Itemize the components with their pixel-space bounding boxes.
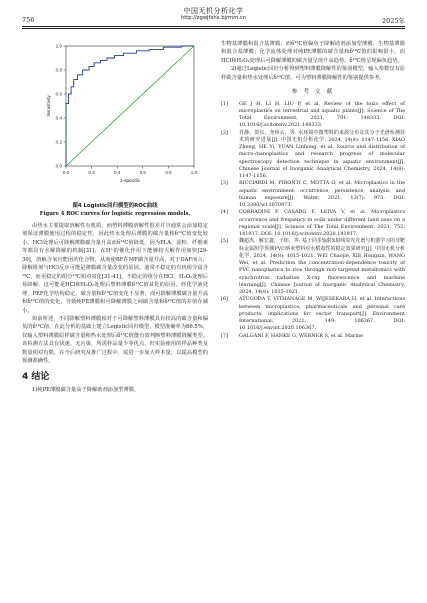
right-column [221, 40, 405, 340]
body-paragraph: 2)通过Logistic回归分析得到塑料薄膜降解性的鉴别模型，输入参数仅有原样碳含量和热水处理后δ¹³C值，可为塑料薄膜降解性的鉴别提供参考。 [221, 66, 405, 81]
reference-number: [3] [221, 180, 228, 187]
reference-number: [5] [221, 238, 228, 245]
reference-line [66, 46, 194, 166]
reference-text: 肖静，贺仪，尧林玄，等. 水环境中微塑料的来源分布及其分子光谱检测技术的研究进展[J]. 中国无机分析化学, 2024, 14(8): 1147-1156. XIAO Zheng, HE Yi, YUAN Linhong, et al. Source and distribution of micro-/nanoplastics and research progress of molecular spectroscopy detection technique in aquatic environment[J]. Chinese Journal of Inorganic Analytical Chemistry, 2024, 14(8): 1147-1156. [239, 129, 405, 180]
reference-text: RICCIARDI M, PIRONTI C, MOTTA O, et al. Microplastics in the aquatic environment: occurrence, persistence, analysis, and human exposure[J]. Water, 2021, 13(7): 973. DOI: 10.3390/w13070973. [239, 180, 405, 209]
reference-item [221, 238, 405, 296]
reference-text: GE J H, LI H, LIU P, et al. Review of the toxic effect of microplastics on terrestrial and aquatic plants[J]. Science of The Total Environment, 2021, 791: 148333. DOI: 10.1016/j.scitotenv.2021.148333. [239, 100, 405, 129]
body-paragraph: 如前所述，不同降解塑料薄膜相对于可降解塑料薄膜具有较高的碳含量和偏负的δ¹³C值，在此分析的基础上建立Logistic回归模型，模型准确率为86.5%，仅输入塑料薄膜原样碳含量和热水处理后δ¹³C值能有效判断塑料薄膜降解类型。该检测方法具有快速、无污染、所需样品量少等优点，但实验使用的样品种类及数量相对有限，在今后研究及推广过程中，需进一步加大样本量，以提高模型的预测准确性。 [22, 315, 208, 365]
reference-item [221, 130, 405, 181]
page-header [22, 6, 405, 36]
references-heading: 参 考 文 献 [291, 89, 335, 96]
figure-caption-en: Figure 4 ROC curves for logistic regression models. [39, 211, 191, 217]
roc-chart [22, 40, 208, 200]
reference-list [221, 101, 405, 340]
reference-number: [4] [221, 209, 228, 216]
journal-url[interactable]: http://zgwjfxhx.bjrmm.cn [180, 15, 247, 21]
reference-number: [6] [221, 296, 228, 303]
figure-caption-cn: 图4 Logistic回归模型的ROC曲线 [72, 203, 158, 209]
publication-year: 2025年 [381, 17, 405, 25]
body-paragraph: 由热水主要提取溶解性有机质，而塑料薄膜溶解性很差并且通常会添加稳定剂保证薄膜使用过程的稳定性，因此热水处理后薄膜的碳含量和δ¹³C值变化较小。HCl处理后可降解薄膜碳含量升高而δ¹³C值降低，因为PLA、淀粉、纤维素等都具有水解降解的机制[31]，在H⁺的催化作用下能够较大解作用加快[29-30]，溶解含氧官能团的化合物，从而使BF在MF碳含量升高，对于DAF而言，降解组剂与HCl反应可能是薄膜碳含量改变的原因。通常不稳定的有机组分富含¹³C，而更稳定的组分¹³C相对贫化[31-41]，不稳定的组分在HCl、H₂O₂处理后易降解，这可能是HCl和H₂O₂处理后塑料薄膜δ¹³C值贫化的原因。经化学液处理，PEF化学结构稳定，碳含量和δ¹³C值变化不显著，而可降解薄膜碳含量升高和δ¹³C值的变化，导致纯PE薄膜和可降解薄膜之间碳含量和δ¹³C值的差值在减小。 [22, 223, 208, 314]
roc-figure [22, 40, 208, 200]
body-paragraph: 1)纯PE薄膜碳含量高于降解助剂添加型薄膜、 [32, 386, 140, 393]
reference-text: GALGANI F, HANKE G, WERNER S, et al. Marine [239, 332, 364, 339]
reference-number: [1] [221, 100, 228, 107]
y-tick-label: 0.2 [55, 139, 62, 145]
reference-item [221, 180, 405, 209]
x-tick-label: 1.0 [190, 170, 198, 175]
reference-item [221, 101, 405, 130]
y-tick-label: 0.6 [55, 91, 62, 97]
y-tick-label: 1.0 [55, 43, 62, 49]
reference-item [221, 209, 405, 238]
journal-title: 中国无机分析化学 [183, 7, 244, 15]
x-tick-label: 0.6 [139, 170, 146, 175]
x-axis-label: 1-specific [119, 179, 141, 184]
header-rule [22, 26, 405, 29]
x-tick-label: 0.4 [114, 170, 121, 175]
reference-text: 魏超杰，解宏鑫，王炜，等. 基于同步辐射X射线荧光光谱与机器学习的非靶标金属组学预测PVC纳米塑料对水稻毒性的稳定效果研究[J]. 中国无机分析化学, 2024, 14(8): 1015-1021. WEI Chaojie, XIE Hongxin, WANG Wei, et al. Prediction the concentration-dependence toxicity of PVC nanoplastics to rice through non-targeted metallomics with synchrotron radiation X-ray fluorescence and machine learning[J]. Chinese Journal of Inorganic Analytical Chemistry, 2024, 14(8): 1015-1021. [239, 238, 405, 296]
x-tick-label: 0.0 [62, 170, 70, 175]
x-tick-label: 0.2 [88, 170, 95, 175]
reference-item [221, 333, 405, 340]
x-tick-label: 0.8 [165, 170, 172, 175]
reference-number: [2] [221, 129, 228, 136]
page-number: 756 [22, 16, 35, 24]
section-heading: 4 结论 [22, 371, 50, 382]
y-tick-label: 0.4 [55, 115, 62, 121]
reference-number: [7] [221, 332, 228, 339]
left-column [22, 40, 208, 394]
y-tick-label: 0.8 [55, 67, 62, 73]
reference-text: CORRADINI F, CASADO F, LEIVA V, et al. Microplastics occurrence and frequency in soils under different land uses on a regional scale[J]. Science of The Total Environment, 2021, 752: 141917. DOI: 10.1016/j.scitotenv.2020.141917. [239, 209, 405, 238]
body-paragraph: 生物基薄膜和混合基薄膜，而δ¹³C值偏负于降解助剂添加型薄膜、生物基薄膜和混合基薄膜；化学流体处理对纯PE薄膜的碳含量和δ¹³C值的影响很小，而HCl和H₂O₂处理后可降解薄膜的碳含量呈现升高趋势，δ¹³C值呈现偏负趋势。 [221, 41, 405, 64]
reference-item [221, 296, 405, 332]
y-tick-label: 0.0 [55, 163, 62, 169]
y-axis-label: Sensitivity [47, 95, 52, 117]
reference-text: ATUGODA T, VITHANAGE M, WIJESEKARA H, et al. Interactions between microplastics, pharmaceuticals and personal care products: implications for vector transport[J]. Environment International, 2021, 149: 106367. DOI: 10.1016/j.envint.2020.106367. [239, 296, 405, 332]
